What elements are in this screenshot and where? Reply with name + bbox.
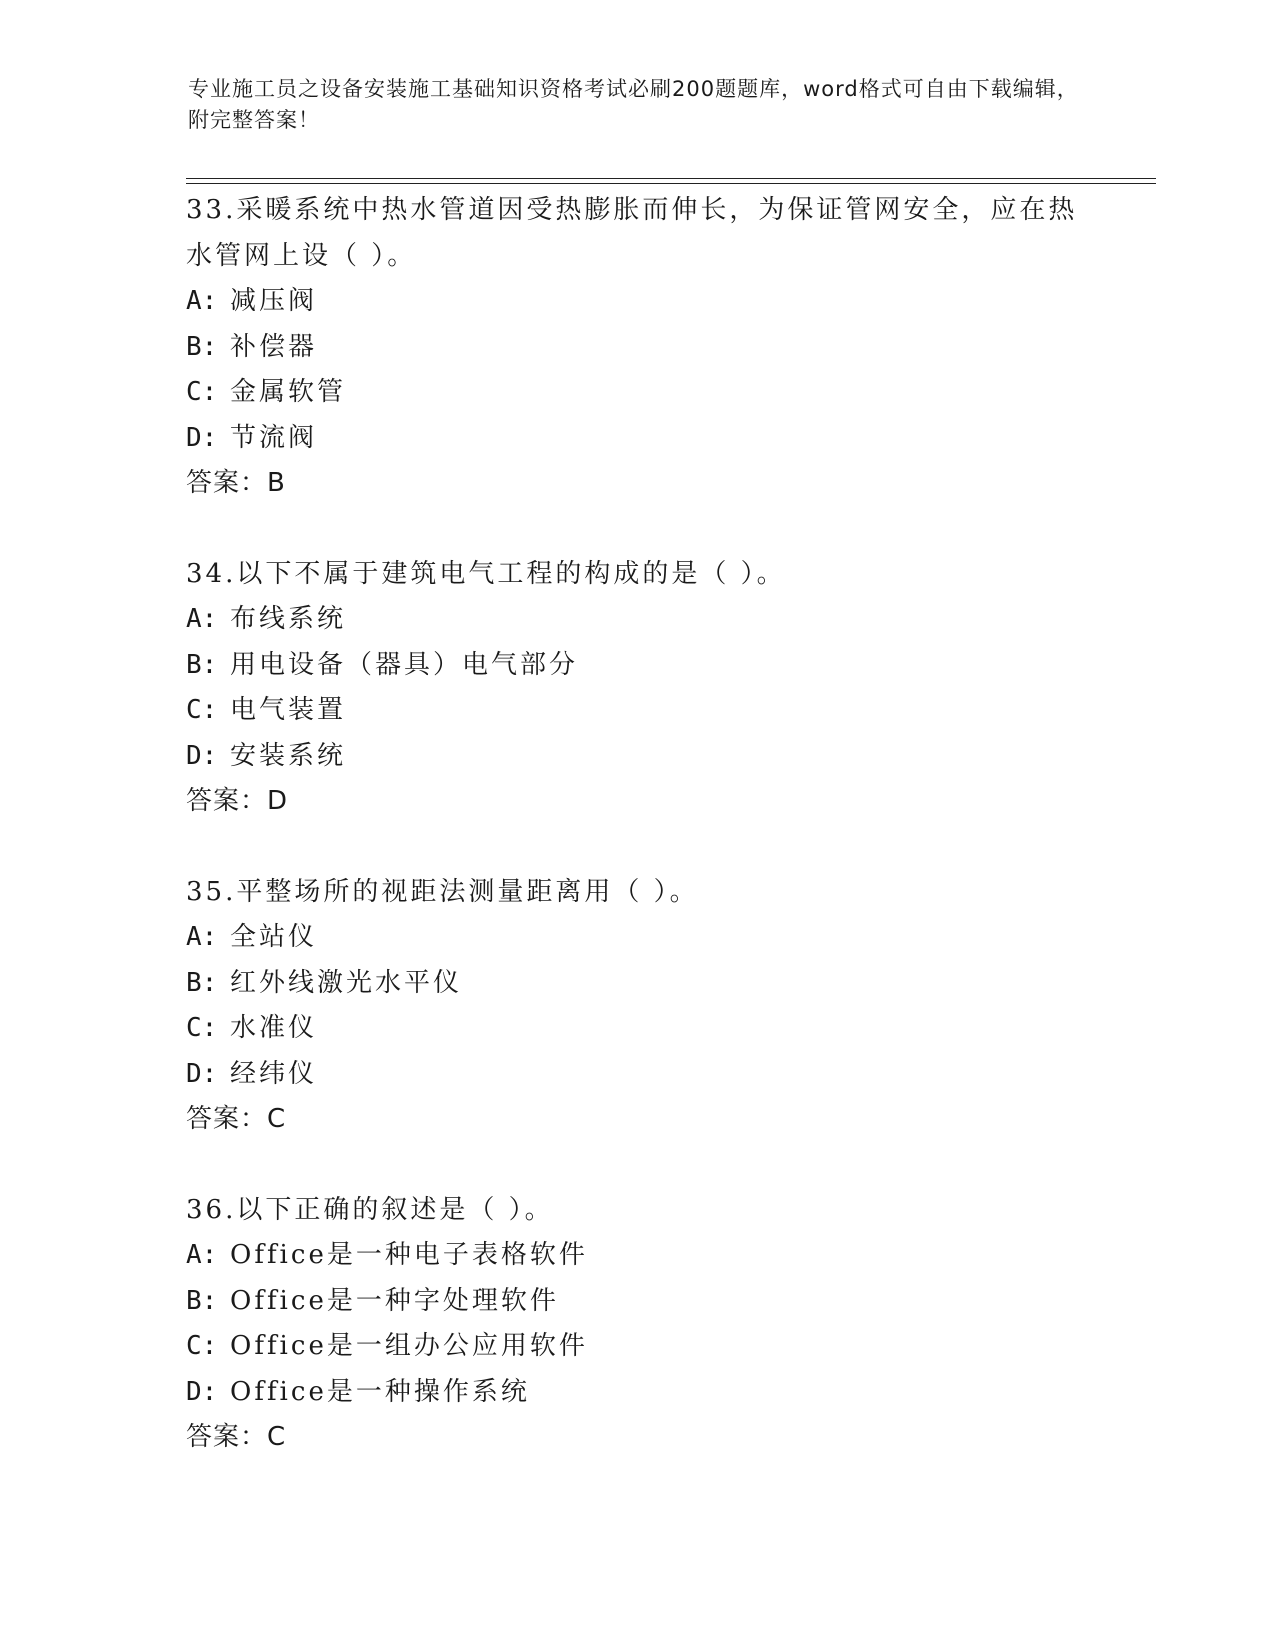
option-text: 电气装置	[230, 695, 347, 725]
option-b	[186, 325, 1086, 371]
question-stem: 36.以下正确的叙述是（ ）。	[186, 1194, 554, 1225]
option-text: 金属软管	[230, 377, 347, 407]
answer-line: 答案：C	[186, 1104, 287, 1134]
option-letter: A:	[186, 922, 218, 952]
option-text: 水准仪	[230, 1013, 318, 1043]
option-letter: A:	[186, 286, 218, 316]
option-d	[186, 1052, 1086, 1098]
option-text: 全站仪	[230, 922, 318, 952]
option-a	[186, 1233, 1086, 1279]
question-36	[186, 1188, 1086, 1461]
option-text: Office是一种电子表格软件	[230, 1240, 588, 1270]
answer-line: 答案：B	[186, 468, 286, 498]
answer-line: 答案：D	[186, 786, 289, 816]
option-d	[186, 416, 1086, 462]
question-33	[186, 188, 1086, 507]
option-text: 安装系统	[230, 740, 347, 771]
option-text: Office是一组办公应用软件	[230, 1331, 588, 1361]
option-letter: B:	[186, 967, 218, 998]
option-letter: C:	[186, 1013, 218, 1043]
option-text: 经纬仪	[230, 1058, 318, 1089]
option-letter: A:	[186, 604, 218, 634]
option-letter: C:	[186, 1331, 218, 1361]
option-d	[186, 1370, 1086, 1416]
option-c	[186, 1324, 1086, 1370]
option-text: 用电设备（器具）电气部分	[230, 649, 579, 680]
option-a	[186, 597, 1086, 643]
question-35	[186, 870, 1086, 1143]
option-letter: D:	[186, 740, 218, 771]
question-stem: 34.以下不属于建筑电气工程的构成的是（ ）。	[186, 558, 786, 589]
option-letter: C:	[186, 695, 218, 725]
answer-line: 答案：C	[186, 1422, 287, 1452]
option-text: 布线系统	[230, 604, 347, 634]
document-header: 专业施工员之设备安装施工基础知识资格考试必刷200题题库，word格式可自由下载编辑，附完整答案！	[188, 77, 1079, 132]
option-letter: A:	[186, 1240, 218, 1270]
option-letter: D:	[186, 422, 218, 453]
question-stem: 33.采暖系统中热水管道因受热膨胀而伸长，为保证管网安全，应在热水管网上设（ ）。	[186, 195, 1078, 271]
question-list	[186, 188, 1086, 1506]
option-letter: D:	[186, 1376, 218, 1407]
option-a	[186, 279, 1086, 325]
option-text: 减压阀	[230, 286, 318, 316]
option-b	[186, 961, 1086, 1007]
option-text: 补偿器	[230, 331, 318, 362]
option-letter: B:	[186, 649, 218, 680]
option-letter: B:	[186, 1285, 218, 1316]
question-34	[186, 552, 1086, 825]
option-c	[186, 688, 1086, 734]
header-divider-bottom	[186, 183, 1156, 184]
option-text: Office是一种操作系统	[230, 1376, 530, 1407]
option-letter: C:	[186, 377, 218, 407]
option-b	[186, 643, 1086, 689]
option-letter: D:	[186, 1058, 218, 1089]
option-c	[186, 370, 1086, 416]
option-a	[186, 915, 1086, 961]
option-text: 节流阀	[230, 422, 318, 453]
header-divider-top	[186, 178, 1156, 179]
option-letter: B:	[186, 331, 218, 362]
option-text: 红外线激光水平仪	[230, 967, 463, 998]
question-stem: 35.平整场所的视距法测量距离用（ ）。	[186, 876, 699, 907]
option-text: Office是一种字处理软件	[230, 1285, 559, 1316]
option-b	[186, 1279, 1086, 1325]
option-d	[186, 734, 1086, 780]
option-c	[186, 1006, 1086, 1052]
